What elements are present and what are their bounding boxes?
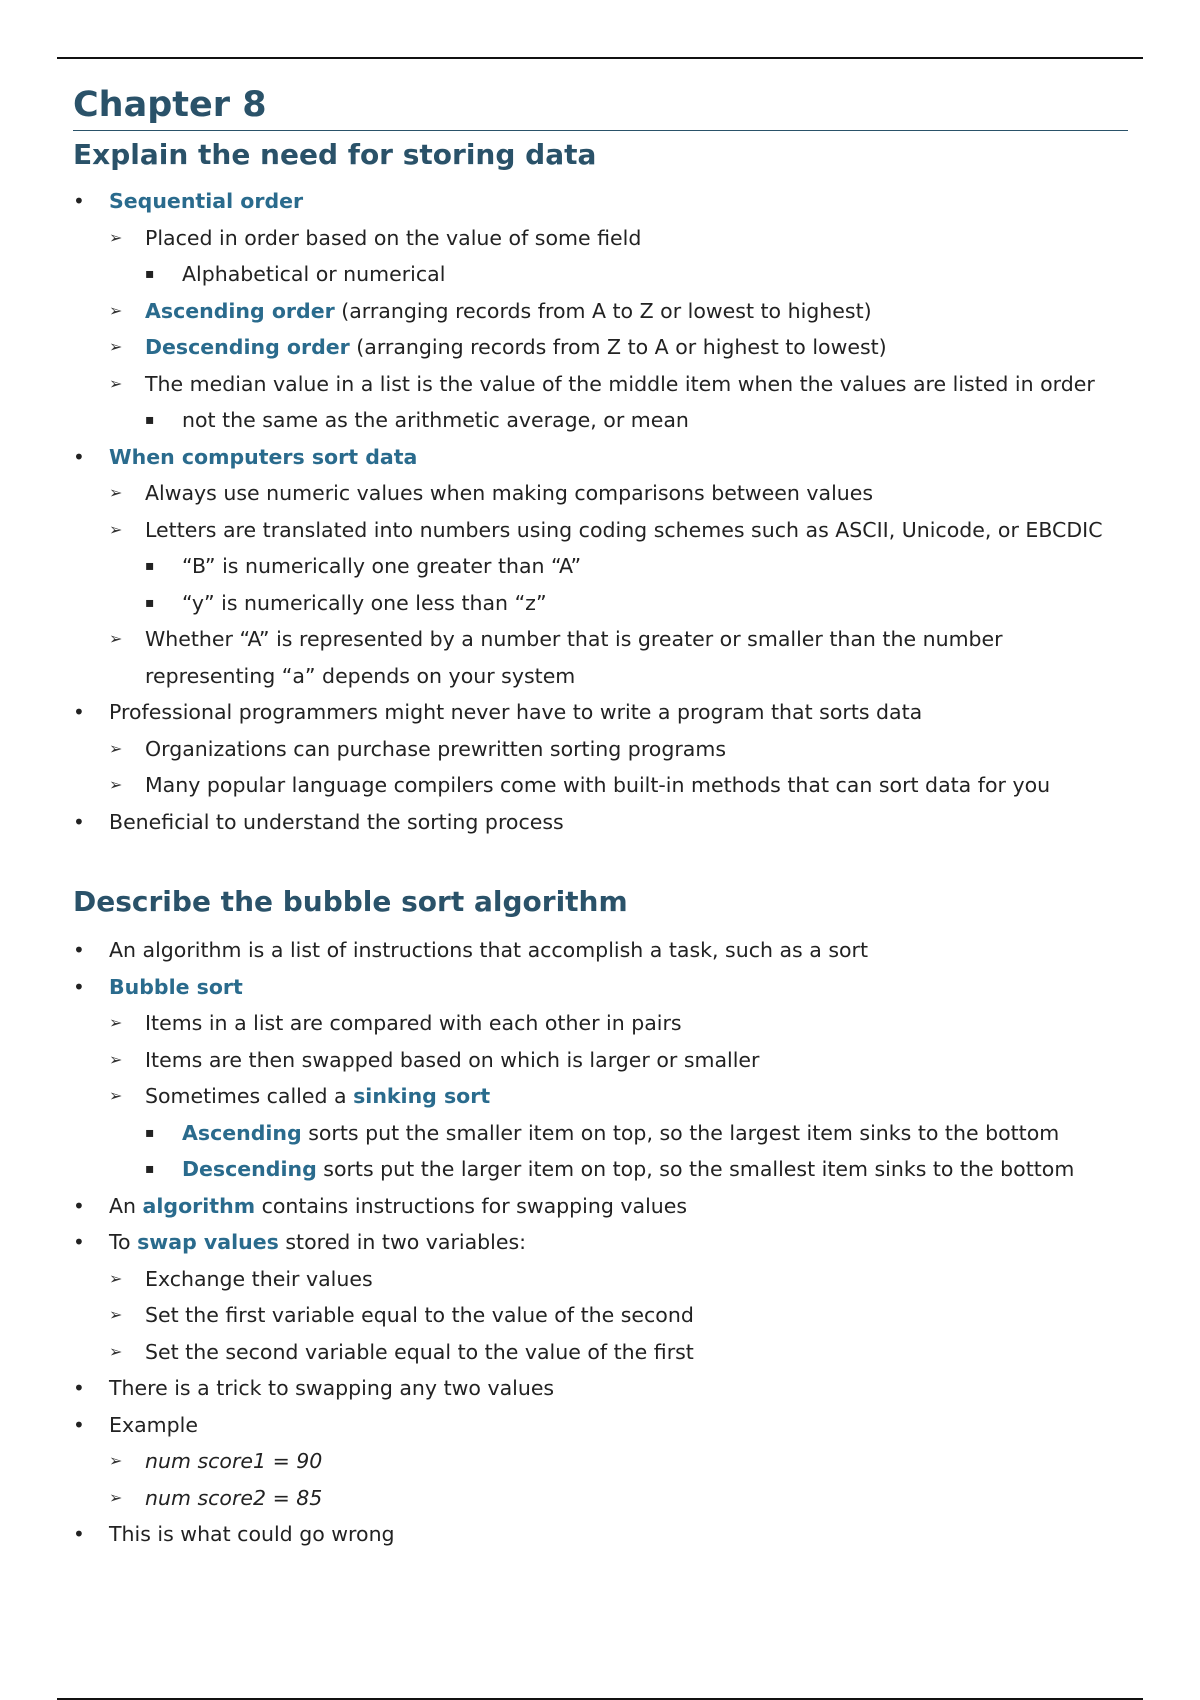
bullet-text: Exchange their values	[145, 1266, 373, 1291]
bullet-text: not the same as the arithmetic average, or mean	[182, 408, 689, 432]
bullet-text: stored in two variables:	[278, 1230, 527, 1254]
bullet-item-level-2	[73, 1297, 1128, 1334]
bullet-item-level-3	[73, 1115, 1128, 1152]
emphasis-term: Sequential order	[109, 189, 304, 213]
bullet-item-level-1	[73, 804, 1128, 841]
bullet-text: The median value in a list is the value of the middle item when the values are listed in order	[145, 371, 1095, 396]
bullet-item-level-1	[73, 932, 1128, 969]
emphasis-term: algorithm	[142, 1193, 256, 1218]
bullet-text: Whether “A” is represented by a number that is greater or smaller than the number representing “a” depends on your system	[145, 627, 1003, 688]
bullet-item-level-1	[73, 969, 1128, 1006]
bullet-item-level-3	[73, 402, 1128, 439]
bullet-item-level-2	[73, 1005, 1128, 1042]
bullet-item-level-1	[73, 1188, 1128, 1225]
bullet-text: There is a trick to swapping any two values	[109, 1376, 555, 1400]
bullet-item-level-3	[73, 256, 1128, 293]
bullet-item-level-2	[73, 293, 1128, 330]
bullet-text: This is what could go wrong	[109, 1522, 395, 1546]
emphasis-term: swap values	[137, 1230, 279, 1254]
bullet-text: num score1 = 90	[145, 1449, 323, 1473]
bullet-text: To	[109, 1230, 138, 1254]
bullet-item-level-2	[73, 220, 1128, 257]
bullet-item-level-1	[73, 1516, 1128, 1553]
bullet-item-level-2	[73, 329, 1128, 366]
bullet-text: Items are then swapped based on which is larger or smaller	[145, 1047, 760, 1072]
bullet-text: Set the second variable equal to the value of the first	[145, 1339, 694, 1364]
top-rule	[57, 57, 1143, 59]
bullet-text: Placed in order based on the value of some field	[145, 225, 642, 250]
bullet-text: Sometimes called a	[145, 1084, 354, 1108]
bullet-item-level-2	[73, 1042, 1128, 1079]
bullet-text: Always use numeric values when making comparisons between values	[145, 481, 874, 505]
document-body	[73, 82, 1128, 1553]
emphasis-term: Descending order	[145, 335, 350, 359]
bullet-item-level-2	[73, 1078, 1128, 1115]
emphasis-term: sinking sort	[353, 1084, 491, 1108]
bullet-text: Set the first variable equal to the value of the second	[145, 1303, 694, 1327]
bullet-item-level-3	[73, 548, 1128, 585]
bullet-item-level-2	[73, 1443, 1128, 1480]
bullet-item-level-3	[73, 585, 1128, 622]
emphasis-term: When computers sort data	[109, 444, 418, 469]
bullet-text: Alphabetical or numerical	[182, 262, 446, 286]
bullet-text: “B” is numerically one greater than “A”	[182, 554, 582, 578]
bullet-text: num score2 = 85	[145, 1485, 323, 1510]
bullet-item-level-2	[73, 621, 1128, 694]
bullet-text: “y” is numerically one less than “z”	[182, 590, 547, 615]
bullet-text: sorts put the smaller item on top, so the largest item sinks to the bottom	[301, 1120, 1060, 1145]
bullet-text: Beneficial to understand the sorting process	[109, 809, 564, 834]
bullet-item-level-1	[73, 439, 1128, 476]
bullet-item-level-2	[73, 512, 1128, 549]
bullet-text: An algorithm is a list of instructions that accomplish a task, such as a sort	[109, 938, 869, 962]
bullet-item-level-1	[73, 1370, 1128, 1407]
emphasis-term: Bubble sort	[109, 974, 243, 999]
emphasis-term: Descending	[182, 1157, 317, 1181]
bullet-item-level-2	[73, 1334, 1128, 1371]
bullet-item-level-2	[73, 767, 1128, 804]
bullet-item-level-3	[73, 1151, 1128, 1188]
bullet-text: Items in a list are compared with each other in pairs	[145, 1011, 682, 1035]
bullet-item-level-1	[73, 183, 1128, 220]
bullet-text: sorts put the larger item on top, so the smallest item sinks to the bottom	[316, 1157, 1075, 1181]
bullet-text: (arranging records from A to Z or lowest to highest)	[334, 298, 872, 323]
bullet-text: Letters are translated into numbers using coding schemes such as ASCII, Unicode, or EBCDIC	[145, 517, 1103, 542]
bullet-text: Organizations can purchase prewritten sorting programs	[145, 736, 726, 761]
section-heading-storing-data: Explain the need for storing data	[73, 138, 597, 171]
bullet-text: contains instructions for swapping values	[255, 1193, 688, 1218]
bullet-item-level-2	[73, 731, 1128, 768]
bullet-list-storing-data	[73, 183, 1128, 840]
bullet-list-bubble-sort	[73, 932, 1128, 1553]
emphasis-term: Ascending	[182, 1120, 302, 1145]
bullet-text: An	[109, 1193, 143, 1218]
bullet-item-level-2	[73, 475, 1128, 512]
bullet-item-level-2	[73, 366, 1128, 403]
bullet-text: Many popular language compilers come with built-in methods that can sort data for you	[145, 773, 1051, 797]
bullet-text: Example	[109, 1412, 198, 1437]
chapter-title: Chapter 8	[73, 82, 1128, 131]
bullet-item-level-1	[73, 694, 1128, 731]
bullet-text: Professional programmers might never have to write a program that sorts data	[109, 700, 923, 724]
bullet-text: (arranging records from Z to A or highest to lowest)	[349, 335, 887, 359]
bullet-item-level-2	[73, 1480, 1128, 1517]
bullet-item-level-1	[73, 1224, 1128, 1261]
emphasis-term: Ascending order	[145, 298, 335, 323]
section-heading-bubble-sort: Describe the bubble sort algorithm	[73, 885, 628, 918]
bullet-item-level-1	[73, 1407, 1128, 1444]
bullet-item-level-2	[73, 1261, 1128, 1298]
